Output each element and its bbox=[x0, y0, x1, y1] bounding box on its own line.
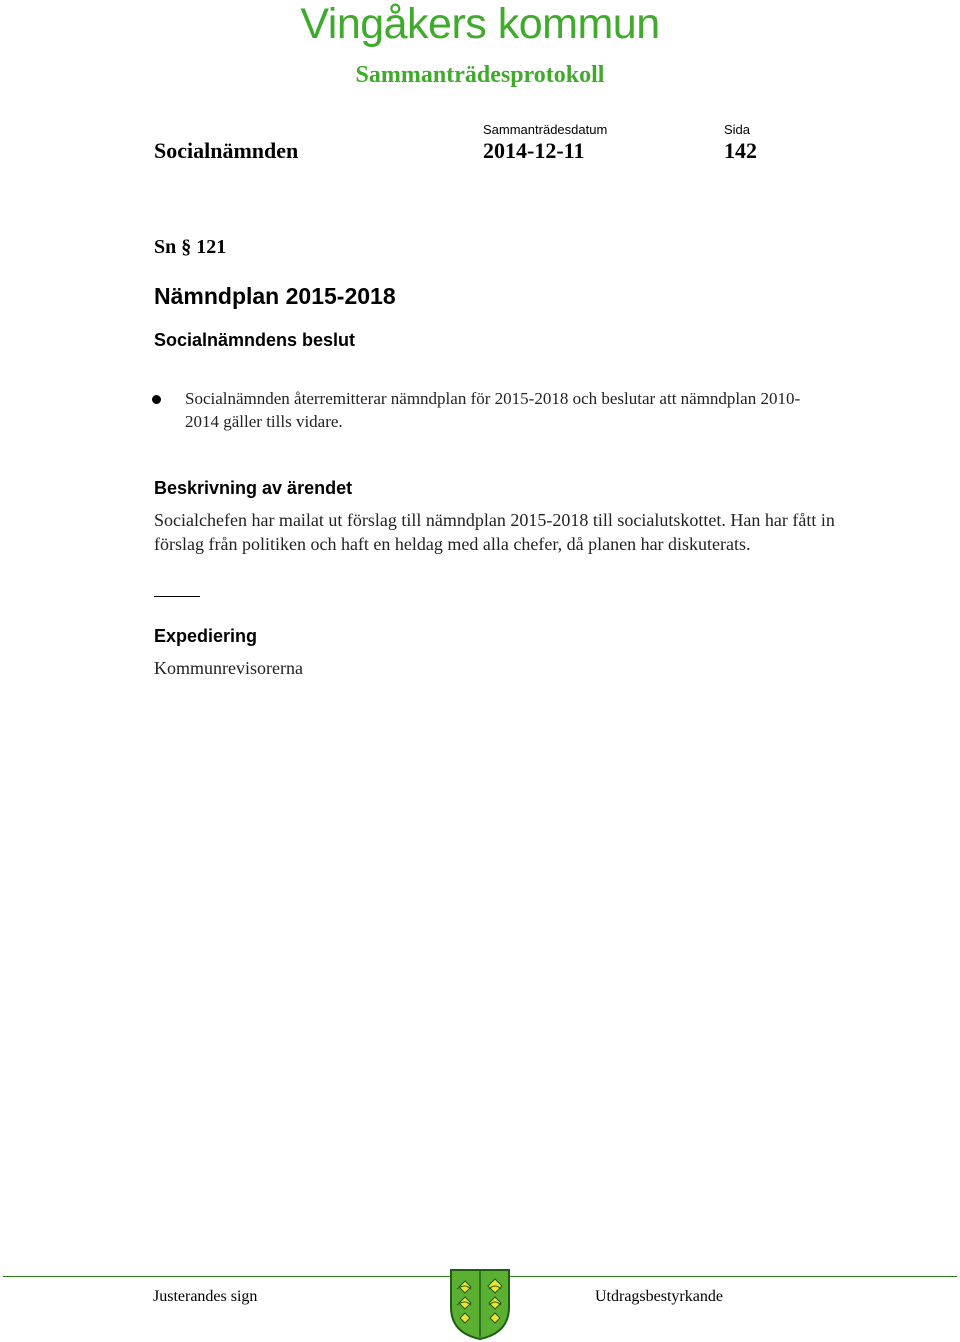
municipal-crest-icon bbox=[448, 1267, 512, 1341]
certification-label: Utdragsbestyrkande bbox=[595, 1288, 723, 1305]
section-divider bbox=[154, 596, 200, 597]
description-heading: Beskrivning av ärendet bbox=[154, 478, 353, 498]
decision-heading: Socialnämndens beslut bbox=[154, 330, 356, 350]
municipality-title: Vingåkers kommun bbox=[300, 0, 660, 48]
bullet-icon bbox=[152, 395, 161, 404]
decision-item: Socialnämnden återremitterar nämndplan för 2015-2018 och beslutar att nämndplan 2010-2014 gäller tills vidare. bbox=[185, 389, 801, 431]
section-reference: Sn § 121 bbox=[154, 236, 227, 258]
date-label: Sammanträdesdatum bbox=[483, 122, 608, 137]
meeting-date: 2014-12-11 bbox=[483, 138, 585, 163]
signature-label: Justerandes sign bbox=[153, 1288, 258, 1305]
page-title: Nämndplan 2015-2018 bbox=[154, 283, 396, 309]
dispatch-heading: Expediering bbox=[154, 626, 258, 646]
document-type: Sammanträdesprotokoll bbox=[355, 62, 605, 88]
page-number: 142 bbox=[724, 138, 757, 163]
dispatch-recipient: Kommunrevisorerna bbox=[154, 658, 303, 678]
page-label: Sida bbox=[724, 122, 751, 137]
description-text: Socialchefen har mailat ut förslag till nämndplan 2015-2018 till socialutskottet. Han har fått in förslag från politiken och haft en heldag med alla chefer, då planen har diskuterats. bbox=[154, 510, 835, 554]
committee-name: Socialnämnden bbox=[154, 138, 299, 163]
